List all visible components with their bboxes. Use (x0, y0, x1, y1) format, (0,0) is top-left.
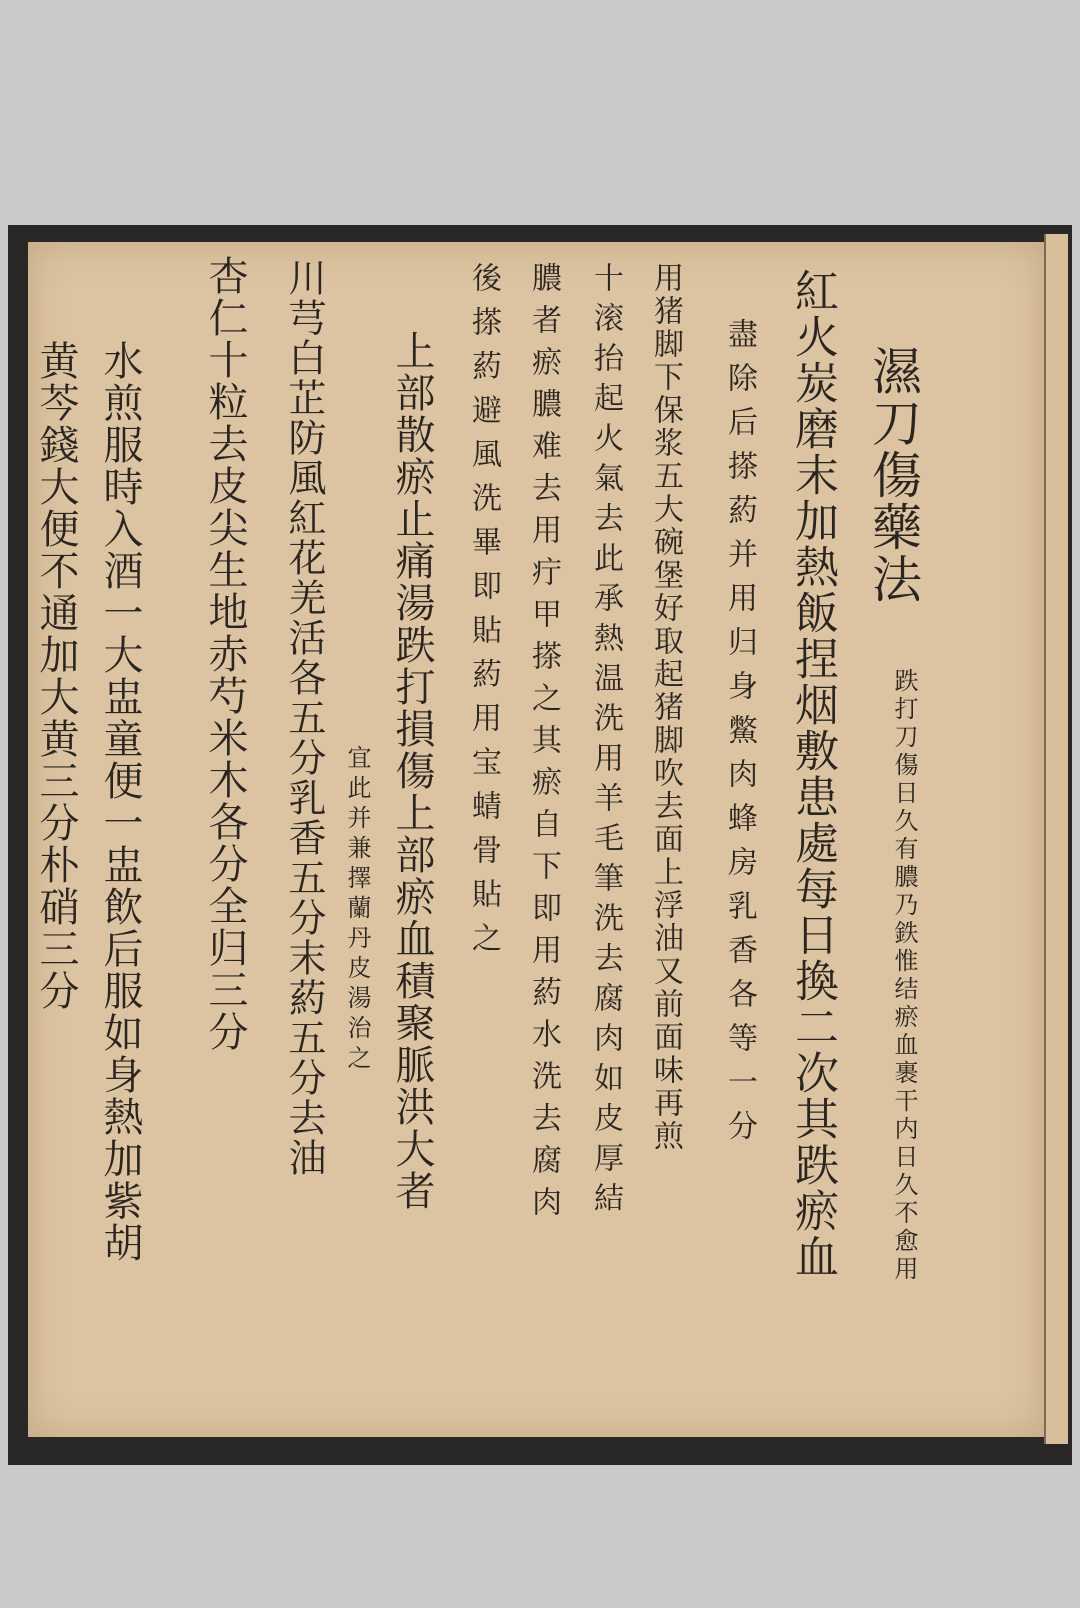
text-line-9: 川芎白芷防風紅花羌活各五分乳香五分末葯五分去油 (282, 258, 326, 1178)
title-note: 跌打刀傷日久有膿乃鉄惟结瘀血裹干内日久不愈用 (890, 668, 918, 1284)
text-line-6: 後搽葯避風洗畢即貼葯用宝蜻骨貼之 (466, 262, 501, 966)
text-line-2: 盡除后搽葯并用归身鱉肉蜂房乳香各等一分 (722, 318, 757, 1154)
text-line-12: 黄芩錢大便不通加大黄三分朴硝三分 (33, 340, 79, 1012)
text-line-1: 紅火炭磨末加熱飯捏烟敷患處每日換二次其跌瘀血 (787, 268, 838, 1280)
text-line-4: 十滚抬起火氣去此承熱温洗用羊毛筆洗去腐肉如皮厚結 (588, 262, 623, 1222)
text-line-8: 宜此并兼擇蘭丹皮湯治之 (343, 745, 371, 1075)
text-line-5: 膿者瘀膿难去用疔甲搽之其瘀自下即用葯水洗去腐肉 (526, 262, 561, 1228)
text-line-11: 水煎服時入酒一大盅童便一盅飲后服如身熱加紫胡 (97, 340, 143, 1264)
text-line-7: 上部散瘀止痛湯跌打損傷上部瘀血積聚脈洪大者 (389, 330, 435, 1212)
page-edge (1044, 234, 1068, 1444)
text-line-10: 杏仁十粒去皮尖生地赤芍米木各分全归三分 (202, 255, 248, 1053)
page-title: 濕刀傷藥法 (864, 345, 922, 605)
text-line-3: 用猪脚下保浆五大碗堡好取起猪脚吹去面上浮油又前面味再煎 (648, 262, 683, 1153)
